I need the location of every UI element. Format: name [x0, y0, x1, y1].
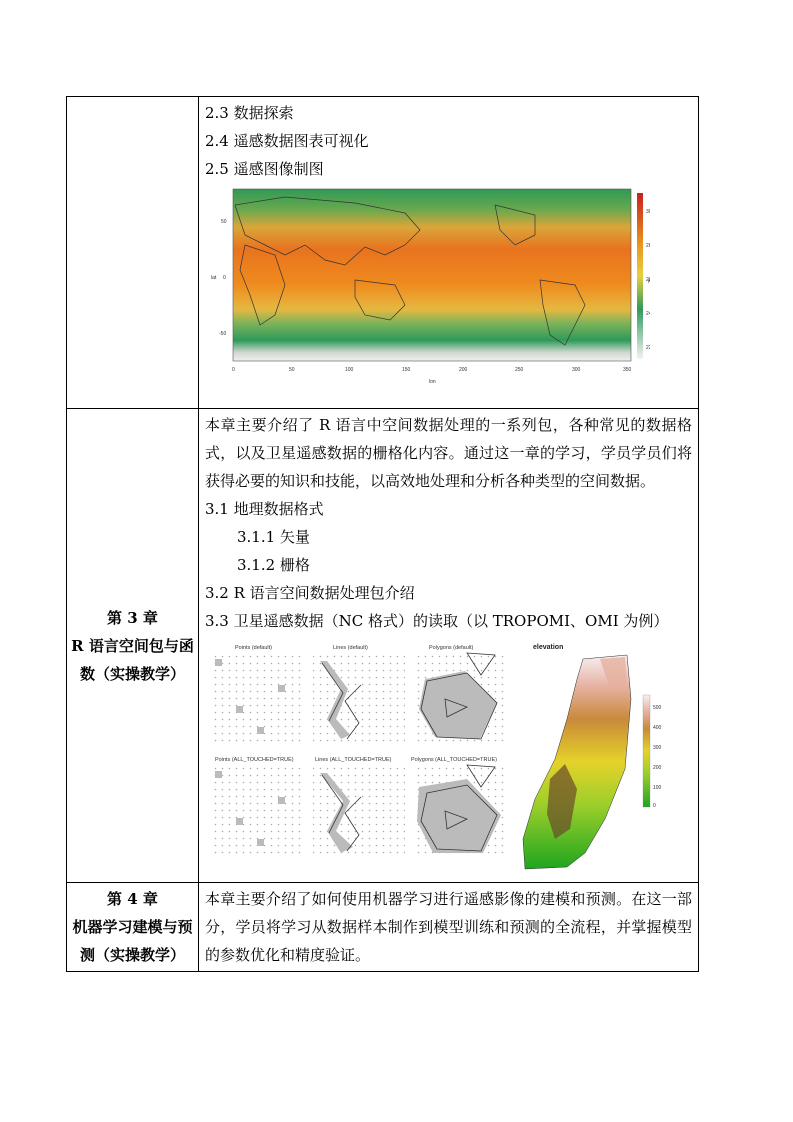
chapter-number: 第 4 章 [107, 890, 158, 908]
svg-text:lon: lon [429, 379, 436, 385]
chapter-number: 第 3 章 [107, 608, 158, 627]
chapter-title: R 语言空间包与函数（实操教学） [71, 636, 194, 683]
svg-text:0: 0 [653, 803, 656, 809]
svg-text:240: 2 [646, 311, 649, 317]
svg-text:200: 200 [459, 367, 468, 373]
chapter-cell [67, 409, 199, 883]
svg-text:0: 0 [223, 275, 226, 281]
elevation-map [523, 644, 662, 869]
svg-text:elevation: elevation [533, 644, 564, 651]
svg-text:100: 100 [345, 367, 354, 373]
svg-text:Polygons (default): Polygons (default) [429, 645, 474, 651]
y-ticks [211, 219, 227, 337]
table-row [67, 97, 699, 409]
svg-text:500: 500 [653, 705, 662, 711]
list-item: 3.1.1 矢量 [237, 528, 310, 546]
svg-text:200: 200 [653, 765, 662, 771]
list-item: 3.2 R 语言空间数据处理包介绍 [205, 584, 415, 602]
table-row [67, 883, 699, 972]
chapter-title: 机器学习建模与预测（实操教学） [72, 918, 193, 964]
svg-text:Points (default): Points (default) [235, 645, 272, 651]
list-item: 3.1 地理数据格式 [205, 500, 324, 518]
list-item: 3.1.2 栅格 [237, 556, 310, 574]
svg-text:260: 2 [646, 277, 649, 283]
svg-text:400: 400 [653, 725, 662, 731]
list-item: 3.3 卫星遥感数据（NC 格式）的读取（以 TROPOMI、OMI 为例） [205, 612, 669, 630]
svg-text:K: K [648, 279, 650, 285]
colorbar [637, 193, 643, 359]
svg-text:300: 300 [653, 745, 662, 751]
svg-text:300: 300 [572, 367, 581, 373]
temperature-map-figure [205, 185, 650, 397]
content-cell [199, 883, 699, 972]
list-item: 2.4 遥感数据图表可视化 [205, 132, 369, 150]
svg-text:Lines (ALL_TOUCHED=TRUE): Lines (ALL_TOUCHED=TRUE) [315, 757, 392, 763]
svg-text:Polygons (ALL_TOUCHED=TRUE): Polygons (ALL_TOUCHED=TRUE) [411, 757, 497, 763]
svg-text:Points (ALL_TOUCHED=TRUE): Points (ALL_TOUCHED=TRUE) [215, 757, 294, 763]
svg-text:-50: -50 [219, 331, 227, 337]
content-cell [199, 409, 699, 883]
svg-text:lat: lat [211, 275, 217, 281]
chapter-cell [67, 883, 199, 972]
svg-text:150: 150 [402, 367, 411, 373]
content-cell [199, 97, 699, 409]
chapter-cell-empty [67, 97, 199, 409]
svg-text:50: 50 [289, 367, 295, 373]
svg-text:50: 50 [221, 219, 227, 225]
svg-text:220: 2 [646, 345, 649, 351]
chapter-intro: 本章主要介绍了如何使用机器学习进行遥感影像的建模和预测。在这一部分，学员将学习从数据样本制作到模型训练和预测的全流程，并掌握模型的参数优化和精度验证。 [205, 890, 692, 964]
rasterize-figure [205, 639, 675, 871]
colorbar-ticks [646, 209, 650, 351]
svg-text:0: 0 [232, 367, 235, 373]
svg-text:280: 2 [646, 243, 649, 249]
chapter-intro: 本章主要介绍了 R 语言中空间数据处理的一系列包，各种常见的数据格式，以及卫星遥感数据的栅格化内容。通过这一章的学习，学员学员们将获得必要的知识和技能，以高效地处理和分析各种类型的空间数据。 [205, 416, 692, 490]
svg-text:250: 250 [515, 367, 524, 373]
list-item: 2.5 遥感图像制图 [205, 160, 324, 178]
list-item: 2.3 数据探索 [205, 104, 294, 122]
map-field [233, 189, 631, 361]
svg-text:Lines (default): Lines (default) [333, 645, 368, 651]
x-ticks [232, 367, 632, 385]
svg-text:100: 100 [653, 785, 662, 791]
elevation-ticks [653, 705, 662, 809]
table-row [67, 409, 699, 883]
svg-text:350: 350 [623, 367, 632, 373]
course-table [66, 96, 699, 972]
svg-text:300: 3 [646, 209, 649, 215]
